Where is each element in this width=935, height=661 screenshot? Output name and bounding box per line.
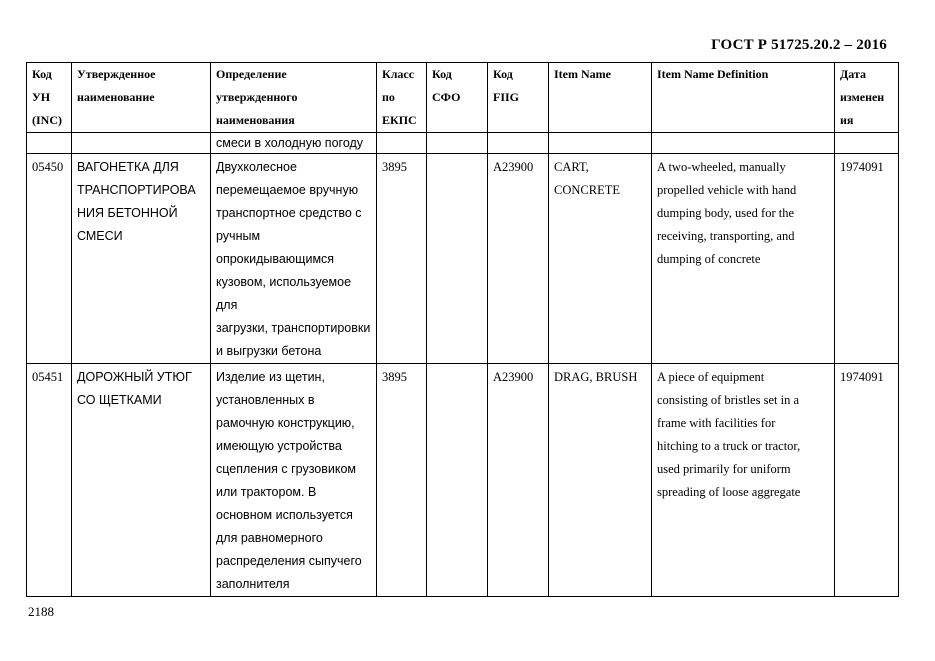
cell-approved-name: ВАГОНЕТКА ДЛЯ ТРАНСПОРТИРОВА НИЯ БЕТОННОЙ СМЕСИ (72, 154, 211, 364)
item-table (26, 62, 899, 597)
cell-date: 1974091 (835, 364, 899, 597)
cell-empty (377, 133, 427, 154)
cell-code: 05451 (27, 364, 72, 597)
cell-item-definition: A piece of equipment consisting of bristles set in a frame with facilities for hitching to a truck or tractor, used primarily for uniform spreading of loose aggregate (652, 364, 835, 597)
cell-approved-name: ДОРОЖНЫЙ УТЮГ СО ЩЕТКАМИ (72, 364, 211, 597)
page-number: 2188 (28, 604, 54, 619)
cell-fiig: A23900 (488, 364, 549, 597)
cell-definition: Изделие из щетин, установленных в рамочную конструкцию, имеющую устройства сцепления с грузовиком или трактором. В основном используется для равномерного распределения сыпучего заполнителя (211, 364, 377, 597)
cell-empty (488, 133, 549, 154)
cell-item-definition: A two-wheeled, manually propelled vehicle with hand dumping body, used for the receiving, transporting, and dumping of concrete (652, 154, 835, 364)
col-header-definition: Определение утвержденного наименования (211, 63, 377, 133)
cell-item-name: CART, CONCRETE (549, 154, 652, 364)
cell-empty (549, 133, 652, 154)
cell-fiig: A23900 (488, 154, 549, 364)
cell-class: 3895 (377, 154, 427, 364)
cell-sfo (427, 364, 488, 597)
cell-definition-continuation: смеси в холодную погоду (211, 133, 377, 154)
cell-code: 05450 (27, 154, 72, 364)
col-header-item-definition: Item Name Definition (652, 63, 835, 133)
cell-empty (652, 133, 835, 154)
table-row (27, 154, 899, 364)
col-header-fiig: Код FIIG (488, 63, 549, 133)
cell-empty (27, 133, 72, 154)
cell-empty (835, 133, 899, 154)
table-row-continuation (27, 133, 899, 154)
table-header-row (27, 63, 899, 133)
cell-sfo (427, 154, 488, 364)
col-header-approved-name: Утвержденное наименование (72, 63, 211, 133)
document-header: ГОСТ Р 51725.20.2 – 2016 (711, 37, 887, 53)
cell-class: 3895 (377, 364, 427, 597)
cell-item-name: DRAG, BRUSH (549, 364, 652, 597)
table-row (27, 364, 899, 597)
cell-date: 1974091 (835, 154, 899, 364)
col-header-sfo: Код СФО (427, 63, 488, 133)
cell-empty (427, 133, 488, 154)
cell-definition: Двухколесное перемещаемое вручную транспортное средство с ручным опрокидывающимся кузовом, используемое для загрузки, транспортировки и выгрузки бетона (211, 154, 377, 364)
col-header-class: Класс по ЕКПС (377, 63, 427, 133)
col-header-inc: Код УН (INC) (27, 63, 72, 133)
cell-empty (72, 133, 211, 154)
col-header-item-name: Item Name (549, 63, 652, 133)
col-header-date: Дата изменен ия (835, 63, 899, 133)
